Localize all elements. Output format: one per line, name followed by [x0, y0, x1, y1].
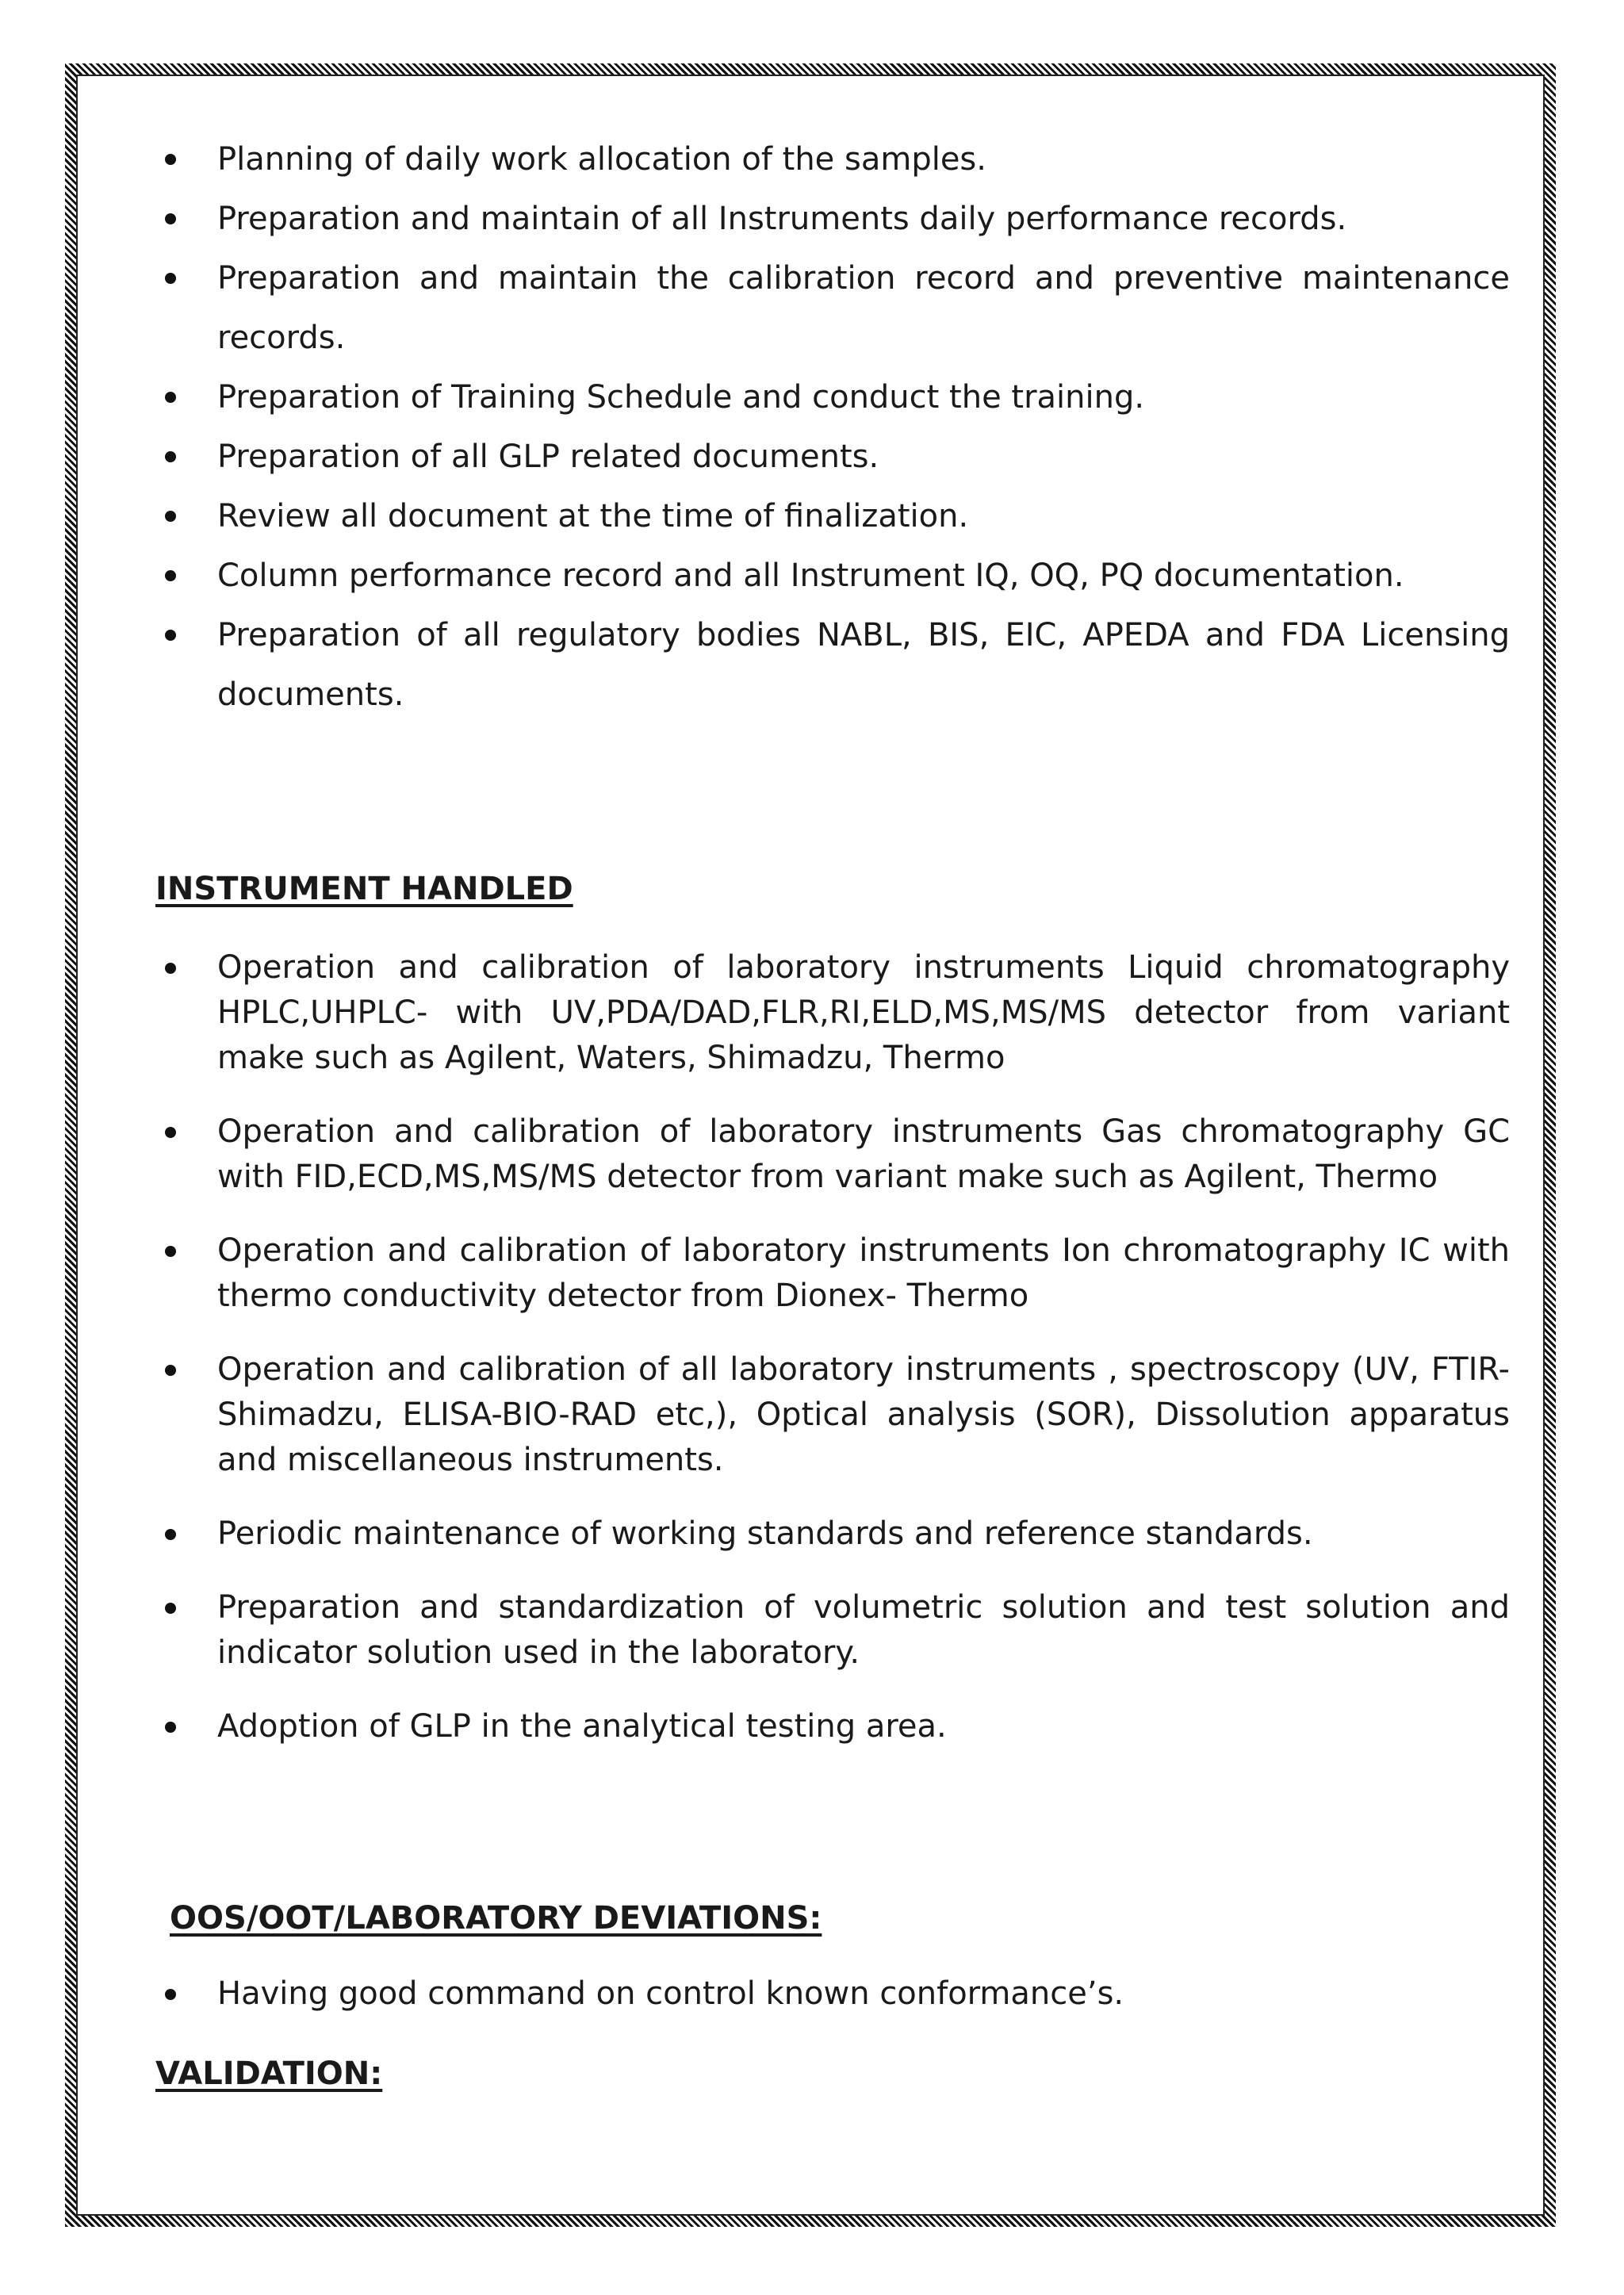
list-item: Preparation and maintain the calibration record and preventive maintenance records.	[155, 249, 1510, 368]
list-item: Column performance record and all Instrument IQ, OQ, PQ documentation.	[155, 546, 1510, 606]
list-item: Adoption of GLP in the analytical testing area.	[155, 1704, 1510, 1749]
list-item: Operation and calibration of laboratory instruments Gas chromatography GC with FID,ECD,MS,MS/MS detector from variant make such as Agilent, Thermo	[155, 1109, 1510, 1200]
list-item: Operation and calibration of all laboratory instruments , spectroscopy (UV, FTIR- Shimadzu, ELISA-BIO-RAD etc,), Optical analysis (SOR), Dissolution apparatus and miscellaneous instruments.	[155, 1347, 1510, 1483]
list-item: Planning of daily work allocation of the samples.	[155, 130, 1510, 190]
oos-oot-deviations-heading: OOS/OOT/LABORATORY DEVIATIONS:	[170, 1900, 822, 1937]
list-item: Review all document at the time of finalization.	[155, 487, 1510, 546]
list-item: Preparation of all regulatory bodies NABL, BIS, EIC, APEDA and FDA Licensing documents.	[155, 606, 1510, 725]
list-item: Operation and calibration of laboratory instruments Ion chromatography IC with thermo conductivity detector from Dionex- Thermo	[155, 1228, 1510, 1319]
list-item: Preparation and standardization of volumetric solution and test solution and indicator solution used in the laboratory.	[155, 1585, 1510, 1676]
list-item: Operation and calibration of laboratory instruments Liquid chromatography HPLC,UHPLC- with UV,PDA/DAD,FLR,RI,ELD,MS,MS/MS detector from variant make such as Agilent, Waters, Shimadzu, Thermo	[155, 945, 1510, 1081]
list-item: Periodic maintenance of working standards and reference standards.	[155, 1511, 1510, 1557]
responsibilities-list	[155, 130, 1510, 725]
validation-heading: VALIDATION:	[155, 2056, 383, 2092]
list-item: Having good command on control known conformance’s.	[155, 1971, 1510, 2017]
instrument-handled-heading: INSTRUMENT HANDLED	[155, 871, 573, 907]
oos-list	[155, 1971, 1510, 2017]
list-item: Preparation of all GLP related documents.	[155, 427, 1510, 487]
instrument-list	[155, 945, 1510, 1778]
list-item: Preparation of Training Schedule and conduct the training.	[155, 368, 1510, 427]
list-item: Preparation and maintain of all Instruments daily performance records.	[155, 190, 1510, 249]
